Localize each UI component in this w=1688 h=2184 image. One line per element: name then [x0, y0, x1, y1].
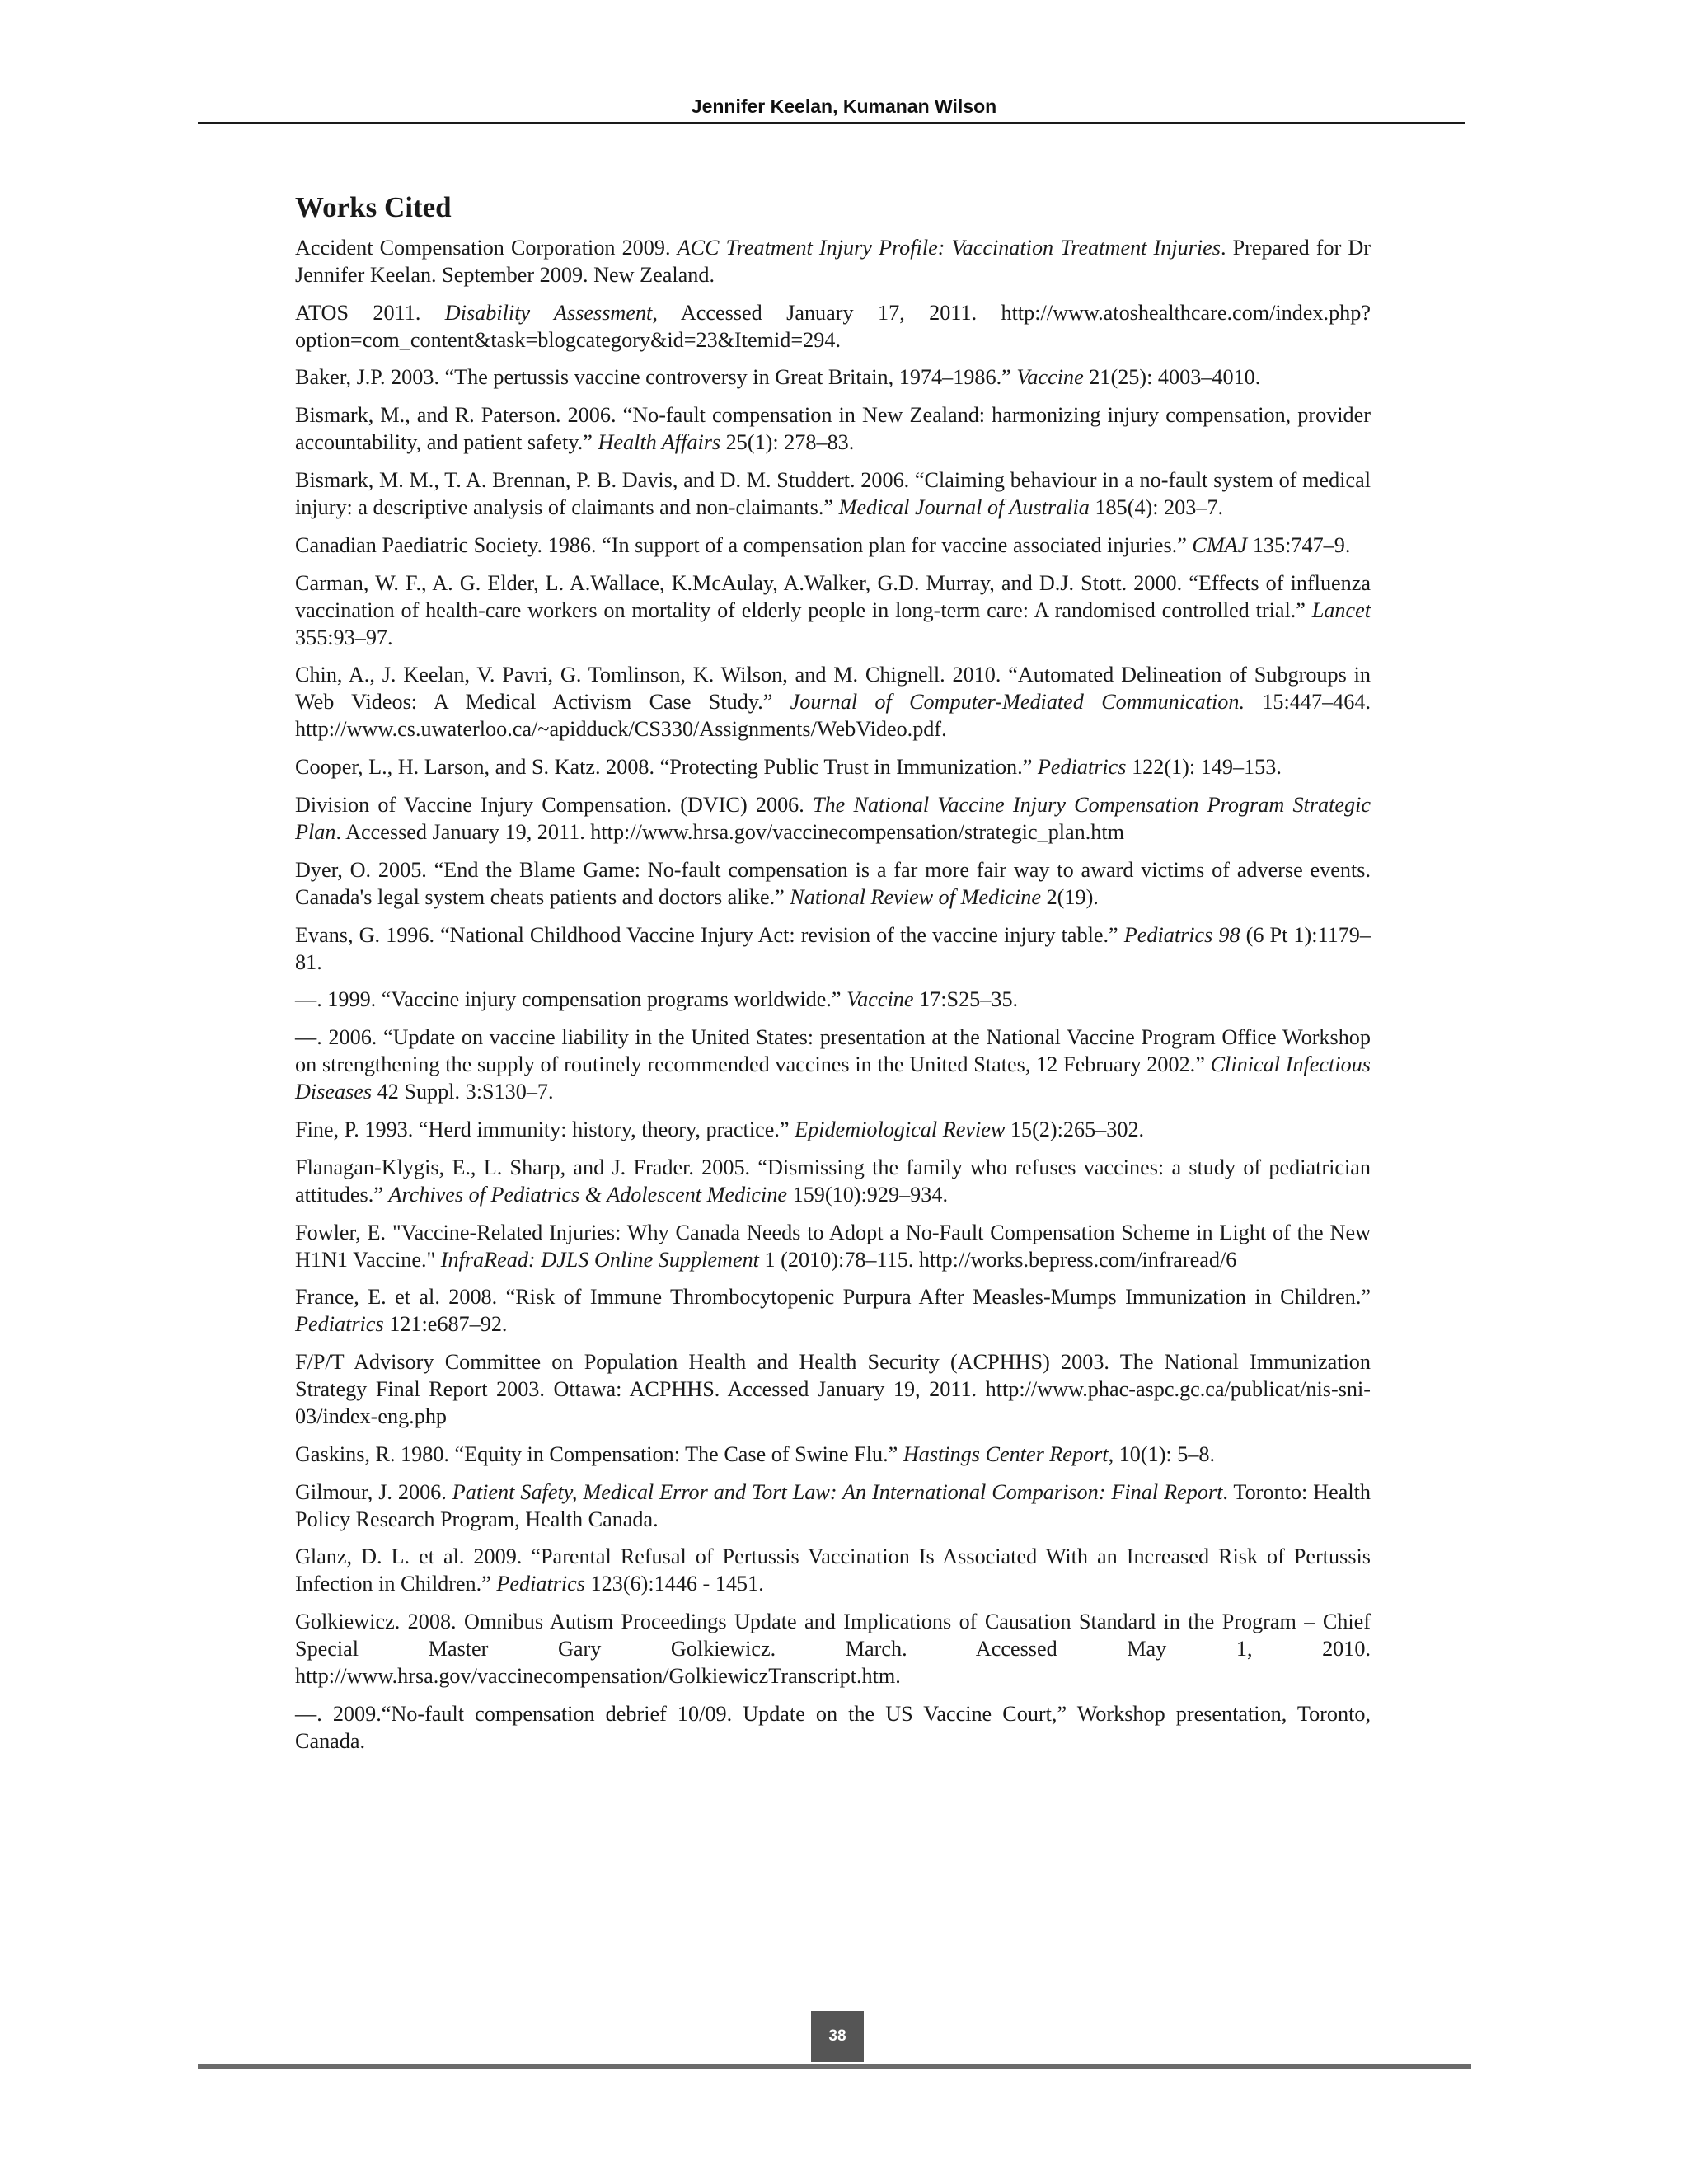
reference-text-segment: Carman, W. F., A. G. Elder, L. A.Wallace, K.McAulay, A.Walker, G.D. Murray, and D.J. Stott. 2000. “Effects of influenza vaccination of health-care workers on mortality of elderly people in long-term care: A randomised controlled trial.” — [295, 570, 1371, 622]
reference-title-italic: National Review of Medicine — [790, 884, 1042, 909]
reference-item — [295, 753, 1371, 780]
reference-item — [295, 1700, 1371, 1755]
reference-text-segment: 123(6):1446 - 1451. — [585, 1572, 764, 1596]
reference-text-segment: . Prepared for Dr Jennifer Keelan. September 2009. New Zealand. — [295, 235, 1371, 287]
reference-title-italic: Pediatrics — [496, 1572, 585, 1596]
reference-text-segment: Glanz, D. L. et al. 2009. “Parental Refusal of Pertussis Vaccination Is Associated With an Increased Risk of Pertussis Infection in Children.” — [295, 1544, 1371, 1596]
reference-item — [295, 1543, 1371, 1597]
reference-text-segment: 15(2):265–302. — [1005, 1117, 1145, 1141]
reference-title-italic: Epidemiological Review — [795, 1117, 1006, 1141]
reference-title-italic: InfraRead: DJLS Online Supplement — [440, 1247, 759, 1272]
reference-item — [295, 1479, 1371, 1533]
reference-title-italic: Clinical Infectious Diseases — [295, 1052, 1371, 1104]
reference-text-segment: 15:447–464. http://www.cs.uwaterloo.ca/~apidduck/CS330/Assignments/WebVideo.pdf. — [295, 690, 1372, 742]
reference-text-segment: Bismark, M. M., T. A. Brennan, P. B. Davis, and D. M. Studdert. 2006. “Claiming behaviour in a no-fault system of medical injury: a descriptive analysis of claimants and non-claimants.” — [295, 467, 1371, 519]
reference-text-segment: 1 (2010):78–115. http://works.bepress.com/infraread/6 — [758, 1247, 1237, 1272]
reference-text-segment: , 10(1): 5–8. — [1108, 1441, 1216, 1466]
reference-title-italic: Archives of Pediatrics & Adolescent Medicine — [388, 1182, 788, 1207]
reference-text-segment: Chin, A., J. Keelan, V. Pavri, G. Tomlinson, K. Wilson, and M. Chignell. 2010. “Automated Delineation of Subgroups in Web Videos: A Medical Activism Case Study.” — [295, 663, 1371, 715]
reference-item — [295, 1283, 1371, 1338]
reference-title-italic: Vaccine — [846, 987, 914, 1012]
reference-title-italic: Health Affairs — [598, 430, 721, 455]
reference-item — [295, 363, 1371, 391]
reference-text-segment: 159(10):929–934. — [787, 1182, 948, 1207]
reference-text-segment: Division of Vaccine Injury Compensation. (DVIC) 2006. — [295, 792, 813, 817]
reference-text-segment: Fine, P. 1993. “Herd immunity: history, theory, practice.” — [295, 1117, 795, 1141]
reference-text-segment: Dyer, O. 2005. “End the Blame Game: No-fault compensation is a far more fair way to award victims of adverse events. Canada's legal system cheats patients and doctors alike.” — [295, 857, 1371, 909]
reference-text-segment: 2(19). — [1041, 884, 1099, 909]
reference-title-italic: The National Vaccine Injury Compensation Program Strategic Plan — [295, 792, 1371, 844]
reference-title-italic: Journal of Computer-Mediated Communication. — [790, 690, 1245, 715]
reference-title-italic: Vaccine — [1016, 365, 1084, 390]
reference-item — [295, 234, 1371, 288]
reference-text-segment: 21(25): 4003–4010. — [1083, 365, 1261, 390]
running-head: Jennifer Keelan, Kumanan Wilson — [691, 96, 997, 117]
reference-title-italic: CMAJ — [1192, 532, 1248, 557]
reference-text-segment: 25(1): 278–83. — [720, 430, 855, 455]
reference-text-segment: . Accessed January 19, 2011. http://www.hrsa.gov/vaccinecompensation/strategic_plan.htm — [335, 819, 1125, 844]
reference-text-segment: . Toronto: Health Policy Research Program, Health Canada. — [295, 1479, 1371, 1531]
reference-item — [295, 1348, 1371, 1430]
reference-item — [295, 1219, 1371, 1273]
reference-text-segment: 135:747–9. — [1247, 532, 1351, 557]
reference-text-segment: Baker, J.P. 2003. “The pertussis vaccine controversy in Great Britain, 1974–1986.” — [295, 365, 1017, 390]
reference-item — [295, 986, 1371, 1013]
page-number: 38 — [811, 2011, 864, 2062]
reference-list — [295, 234, 1371, 1755]
reference-text-segment: Evans, G. 1996. “National Childhood Vaccine Injury Act: revision of the vaccine injury table.” — [295, 922, 1124, 947]
reference-text-segment: 122(1): 149–153. — [1126, 755, 1282, 780]
reference-text-segment: Canadian Paediatric Society. 1986. “In support of a compensation plan for vaccine associated injuries.” — [295, 532, 1193, 557]
reference-item — [295, 466, 1371, 521]
reference-item — [295, 569, 1371, 651]
reference-item — [295, 1441, 1371, 1468]
reference-text-segment: Cooper, L., H. Larson, and S. Katz. 2008. “Protecting Public Trust in Immunization.” — [295, 755, 1038, 780]
reference-text-segment: Flanagan-Klygis, E., L. Sharp, and J. Frader. 2005. “Dismissing the family who refuses vaccines: a study of pediatrician attitudes.” — [295, 1155, 1371, 1207]
reference-text-segment: 42 Suppl. 3:S130–7. — [372, 1080, 554, 1104]
reference-title-italic: Hastings Center Report — [903, 1441, 1109, 1466]
reference-text-segment: —. 2006. “Update on vaccine liability in the United States: presentation at the National Vaccine Program Office Workshop on strengthening the supply of routinely recommended vaccines in the United States, 12 February 2002.” — [295, 1025, 1371, 1077]
reference-item — [295, 1154, 1371, 1208]
reference-item — [295, 661, 1371, 743]
main-content — [295, 190, 1371, 1765]
reference-text-segment: 355:93–97. — [295, 625, 393, 649]
reference-text-segment: Gilmour, J. 2006. — [295, 1479, 452, 1504]
reference-title-italic: Pediatrics 98 — [1123, 922, 1240, 947]
reference-title-italic: Disability Assessment — [444, 300, 653, 325]
reference-text-segment: 121:e687–92. — [383, 1312, 508, 1337]
reference-title-italic: Lancet — [1311, 598, 1371, 622]
reference-text-segment: F/P/T Advisory Committee on Population Health and Health Security (ACPHHS) 2003. The National Immunization Strategy Final Report 2003. Ottawa: ACPHHS. Accessed January 19, 2011. http://www.phac-aspc.gc.ca/publicat/nis-sni-03/index-eng.php — [295, 1350, 1371, 1429]
reference-text-segment: —. 1999. “Vaccine injury compensation programs worldwide.” — [295, 987, 847, 1012]
reference-text-segment: 17:S25–35. — [913, 987, 1019, 1012]
reference-title-italic: Medical Journal of Australia — [838, 494, 1090, 519]
reference-item — [295, 1608, 1371, 1690]
reference-item — [295, 856, 1371, 911]
reference-item — [295, 1024, 1371, 1105]
section-title: Works Cited — [295, 191, 452, 223]
reference-item — [295, 791, 1371, 846]
reference-text-segment: —. 2009.“No-fault compensation debrief 10/09. Update on the US Vaccine Court,” Workshop presentation, Toronto, Canada. — [295, 1702, 1371, 1754]
reference-text-segment: Bismark, M., and R. Paterson. 2006. “No-fault compensation in New Zealand: harmonizing injury compensation, provider accountability, and patient safety.” — [295, 403, 1371, 455]
reference-text-segment: Gaskins, R. 1980. “Equity in Compensation: The Case of Swine Flu.” — [295, 1441, 903, 1466]
reference-text-segment: , Accessed January 17, 2011. http://www.atoshealthcare.com/index.php?option=com_content&task=blogcategory&id=23&Itemid=294. — [295, 300, 1371, 352]
footer-rule — [198, 2064, 1471, 2069]
reference-text-segment: Golkiewicz. 2008. Omnibus Autism Proceedings Update and Implications of Causation Standard in the Program – Chief Special Master Gary Golkiewicz. March. Accessed May 1, 2010. http://www.hrsa.gov/vaccinecompensation/GolkiewiczTranscript.htm. — [295, 1610, 1371, 1689]
reference-item — [295, 532, 1371, 559]
reference-text-segment: (6 Pt 1):1179–81. — [295, 922, 1371, 974]
reference-title-italic: ACC Treatment Injury Profile: Vaccination Treatment Injuries — [677, 235, 1221, 260]
reference-title-italic: Pediatrics — [295, 1312, 384, 1337]
reference-item — [295, 921, 1371, 976]
reference-text-segment: ATOS 2011. — [295, 300, 445, 325]
reference-item — [295, 1116, 1371, 1143]
reference-text-segment: 185(4): 203–7. — [1089, 494, 1224, 519]
reference-title-italic: Patient Safety, Medical Error and Tort Law: An International Comparison: Final Report — [452, 1479, 1223, 1504]
reference-text-segment: Accident Compensation Corporation 2009. — [295, 235, 678, 260]
reference-text-segment: Fowler, E. "Vaccine-Related Injuries: Why Canada Needs to Adopt a No-Fault Compensation Scheme in Light of the New H1N1 Vaccine." — [295, 1220, 1371, 1272]
reference-text-segment: France, E. et al. 2008. “Risk of Immune Thrombocytopenic Purpura After Measles-Mumps Immunization in Children.” — [295, 1285, 1371, 1310]
reference-item — [295, 401, 1371, 456]
reference-title-italic: Pediatrics — [1037, 755, 1127, 780]
header-rule — [198, 122, 1465, 124]
reference-item — [295, 299, 1371, 354]
